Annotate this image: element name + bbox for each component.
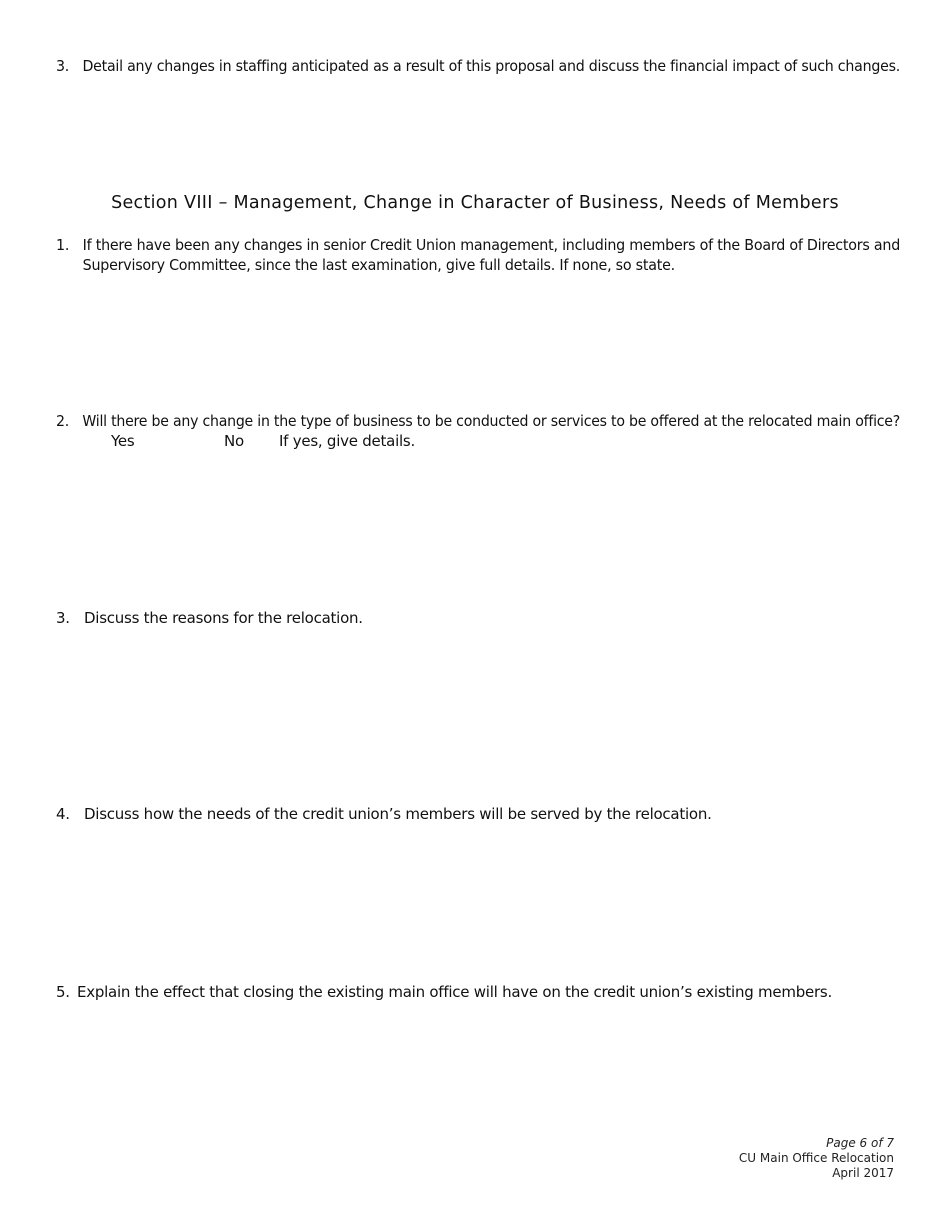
page-footer [739, 1136, 894, 1181]
question-text: Discuss how the needs of the credit union’s members will be served by the relocation. [84, 805, 712, 823]
question-text: Detail any changes in staffing anticipated as a result of this proposal and discuss the financial impact of such changes. [82, 57, 900, 75]
form-name: CU Main Office Relocation [738, 1151, 894, 1165]
question-text-line2: Supervisory Committee, since the last examination, give full details. If none, so state. [82, 256, 675, 274]
question-text: Discuss the reasons for the relocation. [84, 609, 363, 627]
if-yes-instruction: If yes, give details. [279, 432, 415, 450]
question-number: 3. [56, 609, 70, 627]
no-option-label[interactable]: No [224, 432, 244, 450]
question-number: 3. [56, 57, 70, 75]
question-text: Will there be any change in the type of business to be conducted or services to be offered at the relocated main office? [82, 412, 901, 430]
question-number: 5. [56, 983, 70, 1001]
form-date: April 2017 [832, 1166, 894, 1180]
question-text-line1: If there have been any changes in senior Credit Union management, including members of the Board of Directors and [82, 236, 901, 254]
question-number: 2. [56, 412, 70, 430]
question-text: Explain the effect that closing the existing main office will have on the credit union’s existing members. [77, 983, 832, 1001]
page-number: Page 6 of 7 [826, 1136, 894, 1150]
question-number: 1. [56, 236, 70, 254]
section-title: Section VIII – Management, Change in Character of Business, Needs of Members [111, 193, 839, 213]
question-number: 4. [56, 805, 70, 823]
yes-option-label[interactable]: Yes [111, 432, 135, 450]
